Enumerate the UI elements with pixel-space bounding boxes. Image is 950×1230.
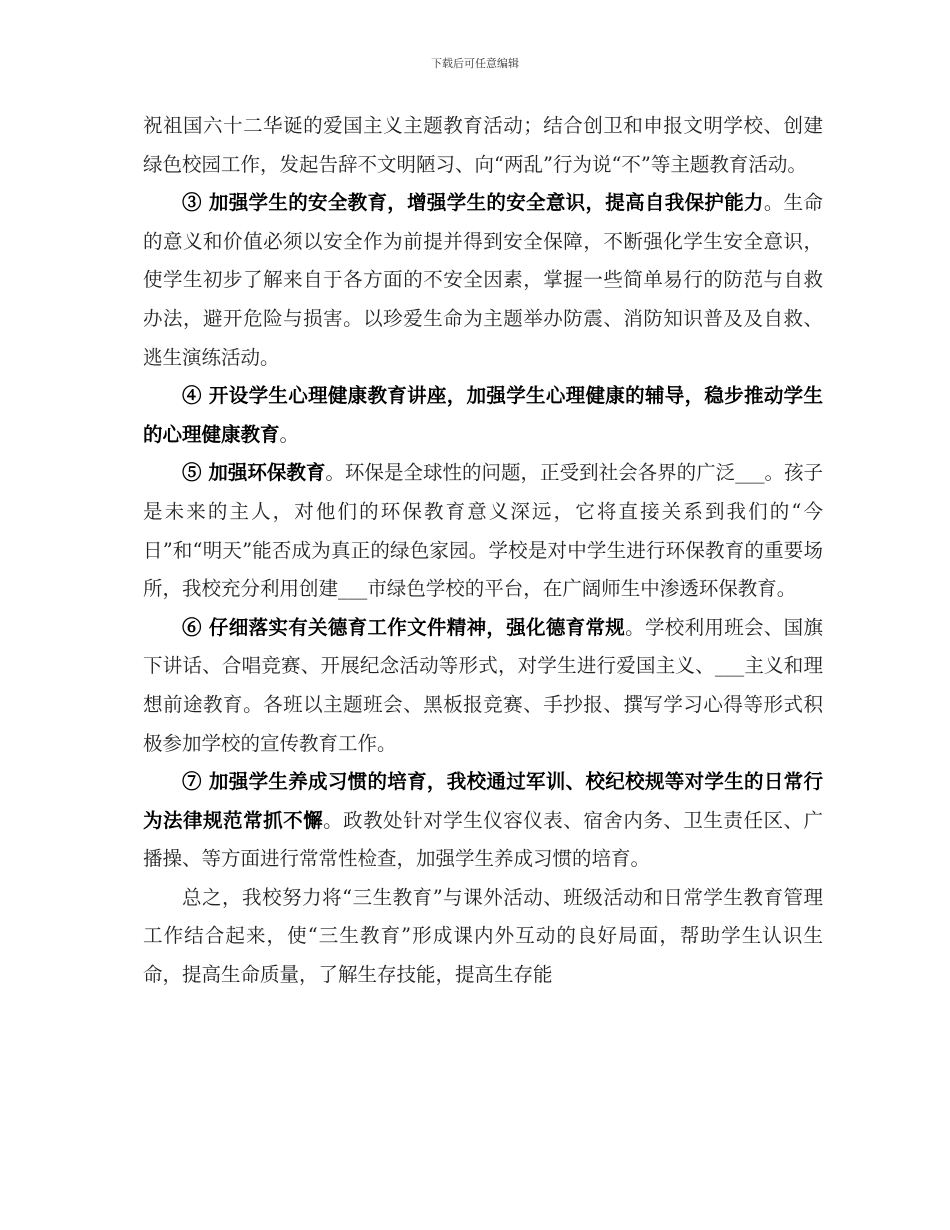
paragraph-text: 。环保是全球性的问题，正受到社会各界的广泛___。孩子是未来的主人，对他们的环保教育意义深远，它将直接关系到我们的“今日”和“明天”能否成为真正的绿色家园。学校是对中学生进行环保教育的重要场所，我校充分利用创建___市绿色学校的平台，在广阔师生中渗透环保教育。	[143, 461, 823, 601]
paragraph-heading: ⑤ 加强环保教育	[182, 461, 326, 485]
paragraph-heading: ③ 加强学生的安全教育，增强学生的安全意识，提高自我保护能力	[182, 191, 764, 215]
paragraph-summary	[143, 879, 823, 995]
paragraph-habits	[143, 763, 823, 879]
paragraph-text: 。	[279, 422, 300, 446]
page-header: 下载后可任意编辑	[431, 57, 519, 70]
paragraph-text: 总之，我校努力将“三生教育”与课外活动、班级活动和日常学生教育管理工作结合起来，使“三生教育”形成课内外互动的良好局面，帮助学生认识生命，提高生命质量，了解生存技能，提高生存能	[143, 885, 823, 987]
paragraph-text: 。生命的意义和价值必须以安全作为前提并得到安全保障，不断强化学生安全意识，使学生初步了解来自于各方面的不安全因素，掌握一些简单易行的防范与自救办法，避开危险与损害。以珍爱生命为主题举办防震、消防知识普及及自救、逃生演练活动。	[143, 191, 823, 369]
paragraph-safety-education	[143, 184, 823, 377]
paragraph-moral-education	[143, 609, 823, 763]
document-body	[143, 107, 823, 995]
paragraph-text: 。政教处针对学生仪容仪表、宿舍内务、卫生责任区、广播操、等方面进行常常性检查，加强学生养成习惯的培育。	[143, 808, 823, 871]
paragraph-heading: ⑦ 加强学生养成习惯的培育，我校通过军训、校纪校规等对学生的日常行为法律规范常抓不懈	[143, 770, 823, 832]
paragraph-continuation	[143, 107, 823, 184]
paragraph-text: 。学校利用班会、国旗下讲话、合唱竞赛、开展纪念活动等形式，对学生进行爱国主义、___主义和理想前途教育。各班以主题班会、黑板报竞赛、手抄报、撰写学习心得等形式积极参加学校的宣传教育工作。	[143, 615, 823, 755]
paragraph-text: 祝祖国六十二华诞的爱国主义主题教育活动；结合创卫和申报文明学校、创建绿色校园工作，发起告辞不文明陋习、向“两乱”行为说“不”等主题教育活动。	[143, 114, 823, 176]
paragraph-environment	[143, 454, 823, 608]
paragraph-heading: ④ 开设学生心理健康教育讲座，加强学生心理健康的辅导，稳步推动学生的心理健康教育	[143, 384, 823, 446]
paragraph-mental-health	[143, 377, 823, 454]
paragraph-heading: ⑥ 仔细落实有关德育工作文件精神，强化德育常规	[182, 615, 626, 639]
